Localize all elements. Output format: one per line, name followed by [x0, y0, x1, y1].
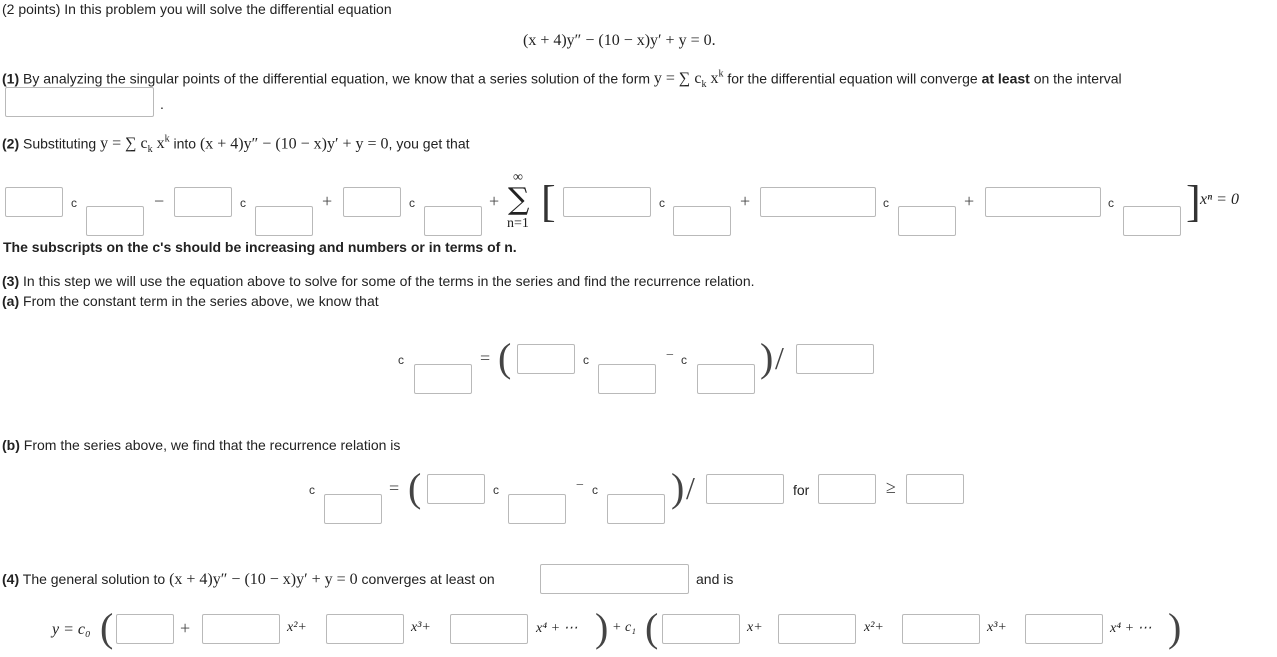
q4-left-paren-1-icon: (	[100, 605, 114, 650]
q3b-slash: /	[686, 470, 695, 506]
q4-x4b: x⁴ + ⋯	[1110, 621, 1152, 636]
q3a-sub-2-input[interactable]	[598, 364, 656, 394]
q2-sub-2-input[interactable]	[255, 206, 313, 236]
q4-b1-input[interactable]	[662, 614, 740, 644]
q3b-minus: −	[576, 478, 584, 493]
q2-coef-2-input[interactable]	[174, 187, 232, 217]
q2-text-a: Substituting	[19, 135, 101, 152]
q3b-n-input[interactable]	[818, 474, 876, 504]
q4-b2-input[interactable]	[778, 614, 856, 644]
q2-coef-4-input[interactable]	[563, 187, 651, 217]
q2-plus-1: +	[322, 191, 333, 211]
q2-c-1: c	[71, 196, 77, 210]
q4-a0-input[interactable]	[116, 614, 174, 644]
sum-bottom: n=1	[507, 216, 529, 231]
q2-plus-4: +	[964, 191, 975, 211]
q3a-equals: =	[480, 348, 491, 368]
q3a-c-1: c	[398, 353, 404, 367]
q2-plus-3: +	[740, 191, 751, 211]
q2-c-5: c	[883, 196, 889, 210]
q4-right-paren-2-icon: )	[1168, 605, 1182, 650]
q3a-c-3: c	[681, 353, 687, 367]
left-bracket-icon: [	[541, 177, 556, 226]
q3b-coef-1-input[interactable]	[427, 474, 485, 504]
q4-c1: + c₁	[612, 620, 637, 635]
q3b-denominator-input[interactable]	[706, 474, 784, 504]
q1-text-b: for the differential equation will converge	[723, 70, 982, 87]
q3b-c-1: c	[309, 483, 315, 497]
q2-sub-5-input[interactable]	[898, 206, 956, 236]
sum-symbol-icon: ∑	[508, 182, 530, 217]
q3b-geq: ≥	[886, 477, 896, 497]
q3b-right-paren-icon: )	[671, 465, 685, 510]
q2-tail: xⁿ = 0	[1200, 191, 1239, 208]
q1-text	[2, 69, 1122, 91]
q4-x2b: x²+	[864, 620, 884, 635]
q3b-text: (b) From the series above, we find that the recurrence relation is	[2, 437, 401, 453]
q2-sub-3-input[interactable]	[424, 206, 482, 236]
q2-note: The subscripts on the c's should be increasing and numbers or in terms of n.	[3, 239, 517, 255]
right-bracket-icon: ]	[1186, 177, 1201, 226]
q4-x3: x³+	[411, 620, 431, 635]
q3a-slash: /	[775, 340, 784, 376]
q4-plus-1: +	[180, 618, 191, 638]
q4-text: (4) The general solution to (x + 4)y″ − (10 − x)y′ + y = 0 converges at least on	[2, 571, 495, 588]
q4-b4-input[interactable]	[1025, 614, 1103, 644]
q3b-c-3: c	[592, 483, 598, 497]
q4-a3-input[interactable]	[326, 614, 404, 644]
q2-c-6: c	[1108, 196, 1114, 210]
q4-a2-input[interactable]	[202, 614, 280, 644]
q3a-sub-1-input[interactable]	[414, 364, 472, 394]
q2-equation: (x + 4)y″ − (10 − x)y′ + y = 0	[199, 135, 389, 153]
q4-b3-input[interactable]	[902, 614, 980, 644]
q3b-equals: =	[389, 478, 400, 498]
q1-interval-input[interactable]	[5, 87, 154, 117]
q4-a4-input[interactable]	[450, 614, 528, 644]
q2-minus-1: −	[154, 191, 165, 211]
q4-x2: x²+	[287, 620, 307, 635]
q2-c-3: c	[409, 196, 415, 210]
q1-text-c: on the interval	[1029, 70, 1122, 87]
q4-right-paren-1-icon: )	[595, 605, 609, 650]
q1-text-a: By analyzing the singular points of the differential equation, we know that a series solution of the form	[19, 70, 654, 87]
q4-y-c0: y = c₀	[52, 621, 91, 638]
q2-sub-1-input[interactable]	[86, 206, 144, 236]
q2-label: (2)	[2, 135, 20, 152]
q2-into: into	[169, 135, 200, 152]
q3b-sub-2-input[interactable]	[508, 494, 566, 524]
q4-and-is: and is	[696, 571, 734, 587]
q1-at-least: at least	[981, 70, 1030, 87]
main-equation: (x + 4)y″ − (10 − x)y′ + y = 0.	[523, 32, 716, 49]
q3b-for: for	[793, 482, 810, 498]
q3a-right-paren-icon: )	[760, 335, 774, 380]
q2-coef-5-input[interactable]	[760, 187, 876, 217]
q1-label: (1)	[2, 70, 20, 87]
q3a-denominator-input[interactable]	[796, 344, 874, 374]
q2-text	[2, 134, 470, 156]
q4-left-paren-2-icon: (	[645, 605, 659, 650]
q3a-coef-1-input[interactable]	[517, 344, 575, 374]
q3b-c-2: c	[493, 483, 499, 497]
q4-interval-input[interactable]	[540, 564, 689, 594]
q3a-text: (a) From the constant term in the series above, we know that	[2, 293, 379, 309]
q2-coef-6-input[interactable]	[985, 187, 1101, 217]
q2-text-b: , you get that	[388, 135, 470, 152]
q3b-left-paren-icon: (	[408, 465, 422, 510]
q4-x3b: x³+	[987, 620, 1007, 635]
q2-plus-2: +	[489, 191, 500, 211]
q3a-minus: −	[666, 348, 674, 363]
q1-period: .	[160, 96, 164, 112]
q3b-sub-1-input[interactable]	[324, 494, 382, 524]
q3b-bound-input[interactable]	[906, 474, 964, 504]
q3a-c-2: c	[583, 353, 589, 367]
q2-c-2: c	[240, 196, 246, 210]
sum-top: ∞	[513, 170, 523, 185]
q1-series: y = ∑ $c_k$ $x^k$	[653, 69, 724, 91]
q2-sub-6-input[interactable]	[1123, 206, 1181, 236]
q2-coef-3-input[interactable]	[343, 187, 401, 217]
q3a-sub-3-input[interactable]	[697, 364, 755, 394]
q3a-left-paren-icon: (	[498, 335, 512, 380]
q2-series: y = ∑ $c_k$ $x^k$	[100, 134, 170, 156]
q4-x4: x⁴ + ⋯	[536, 621, 578, 636]
q2-coef-1-input[interactable]	[5, 187, 63, 217]
q2-c-4: c	[659, 196, 665, 210]
q3-text: (3) In this step we will use the equation above to solve for some of the terms in the series and find the recurrence relation.	[2, 273, 755, 289]
q3b-sub-3-input[interactable]	[607, 494, 665, 524]
q2-sub-4-input[interactable]	[673, 206, 731, 236]
q4-x: x+	[747, 620, 763, 635]
intro-text: (2 points) In this problem you will solve the differential equation	[2, 1, 392, 17]
